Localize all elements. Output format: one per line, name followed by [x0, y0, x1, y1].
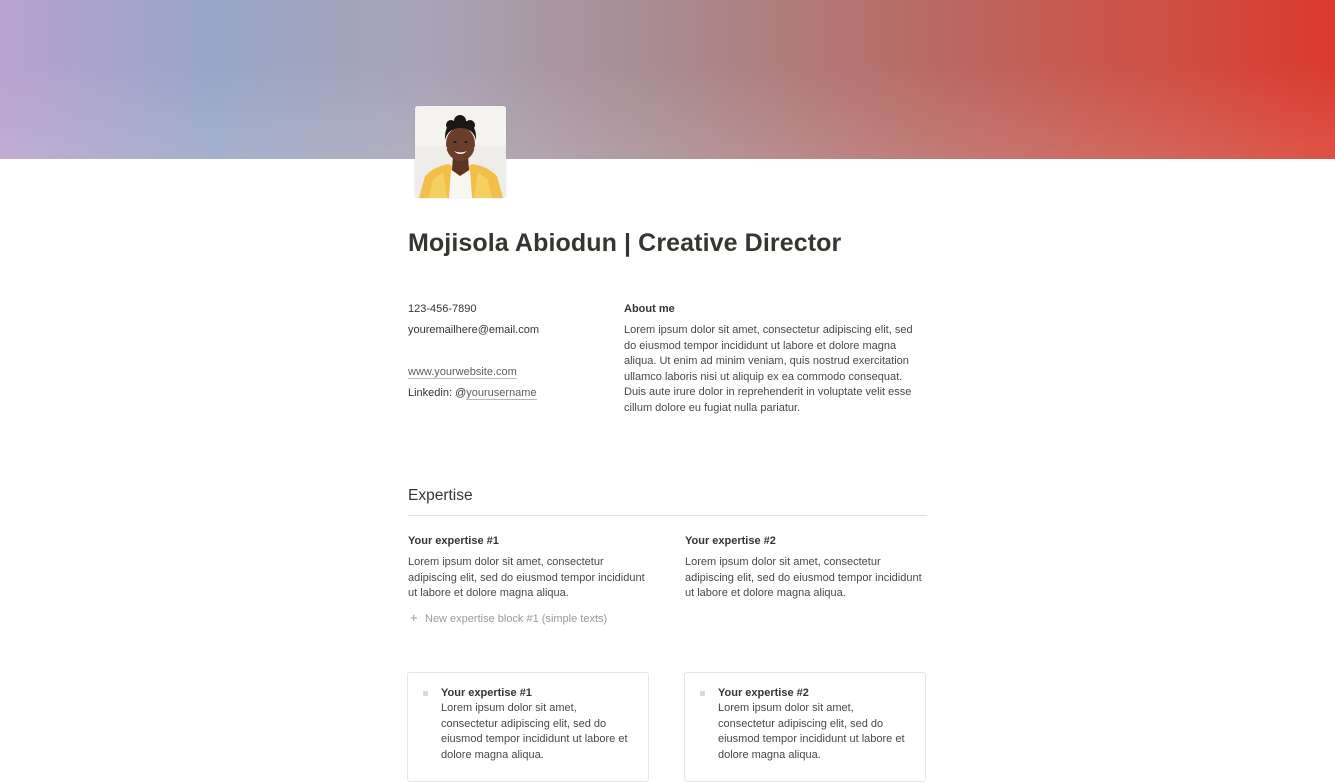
- new-block-label: New expertise block #1 (simple texts): [425, 613, 608, 625]
- linkedin-label: Linkedin: @: [408, 387, 467, 399]
- expertise-card-1[interactable]: [407, 672, 649, 782]
- page-cover[interactable]: [0, 0, 1335, 159]
- expertise-item-1: [408, 534, 648, 602]
- new-expertise-block-button[interactable]: [410, 610, 607, 627]
- contact-block: [408, 302, 608, 401]
- email-address: youremailhere@email.com: [408, 324, 539, 336]
- card-text: Lorem ipsum dolor sit amet, consectetur adipiscing elit, sed do eiusmod tempor incididunt ut labore et dolore magna aliqua.: [441, 702, 628, 761]
- avatar[interactable]: [415, 106, 506, 198]
- card-text: Lorem ipsum dolor sit amet, consectetur adipiscing elit, sed do eiusmod tempor incididunt ut labore et dolore magna aliqua.: [718, 702, 905, 761]
- expertise-title: Your expertise #1: [408, 535, 499, 547]
- website-link[interactable]: www.yourwebsite.com: [408, 366, 517, 378]
- about-text: Lorem ipsum dolor sit amet, consectetur adipiscing elit, sed do eiusmod tempor incididunt ut labore et dolore magna aliqua. Ut enim ad minim veniam, quis nostrud exercitation ullamco laboris nisi ut aliquip ex ea commodo consequat. Duis aute irure dolor in reprehenderit in voluptate velit esse cillum dolore eu fugiat nulla pariatur.: [624, 324, 913, 414]
- square-icon: [423, 691, 428, 696]
- expertise-heading: Expertise: [408, 487, 473, 504]
- about-block: [624, 302, 924, 416]
- expertise-item-2: [685, 534, 925, 602]
- website-line: [408, 365, 608, 380]
- expertise-text: Lorem ipsum dolor sit amet, consectetur adipiscing elit, sed do eiusmod tempor incididunt ut labore et dolore magna aliqua.: [685, 556, 922, 599]
- linkedin-line: [408, 386, 608, 401]
- linkedin-link[interactable]: yourusername: [466, 387, 537, 399]
- card-title: Your expertise #1: [441, 687, 532, 699]
- expertise-card-2[interactable]: [684, 672, 926, 782]
- expertise-title: Your expertise #2: [685, 535, 776, 547]
- page-title[interactable]: Mojisola Abiodun | Creative Director: [408, 229, 842, 257]
- portrait-image: [415, 106, 506, 198]
- phone-number: 123-456-7890: [408, 303, 477, 315]
- square-icon: [700, 691, 705, 696]
- card-title: Your expertise #2: [718, 687, 809, 699]
- expertise-text: Lorem ipsum dolor sit amet, consectetur adipiscing elit, sed do eiusmod tempor incididunt ut labore et dolore magna aliqua.: [408, 556, 645, 599]
- section-divider: [408, 515, 927, 516]
- plus-icon: +: [410, 610, 418, 625]
- about-title: About me: [624, 303, 675, 315]
